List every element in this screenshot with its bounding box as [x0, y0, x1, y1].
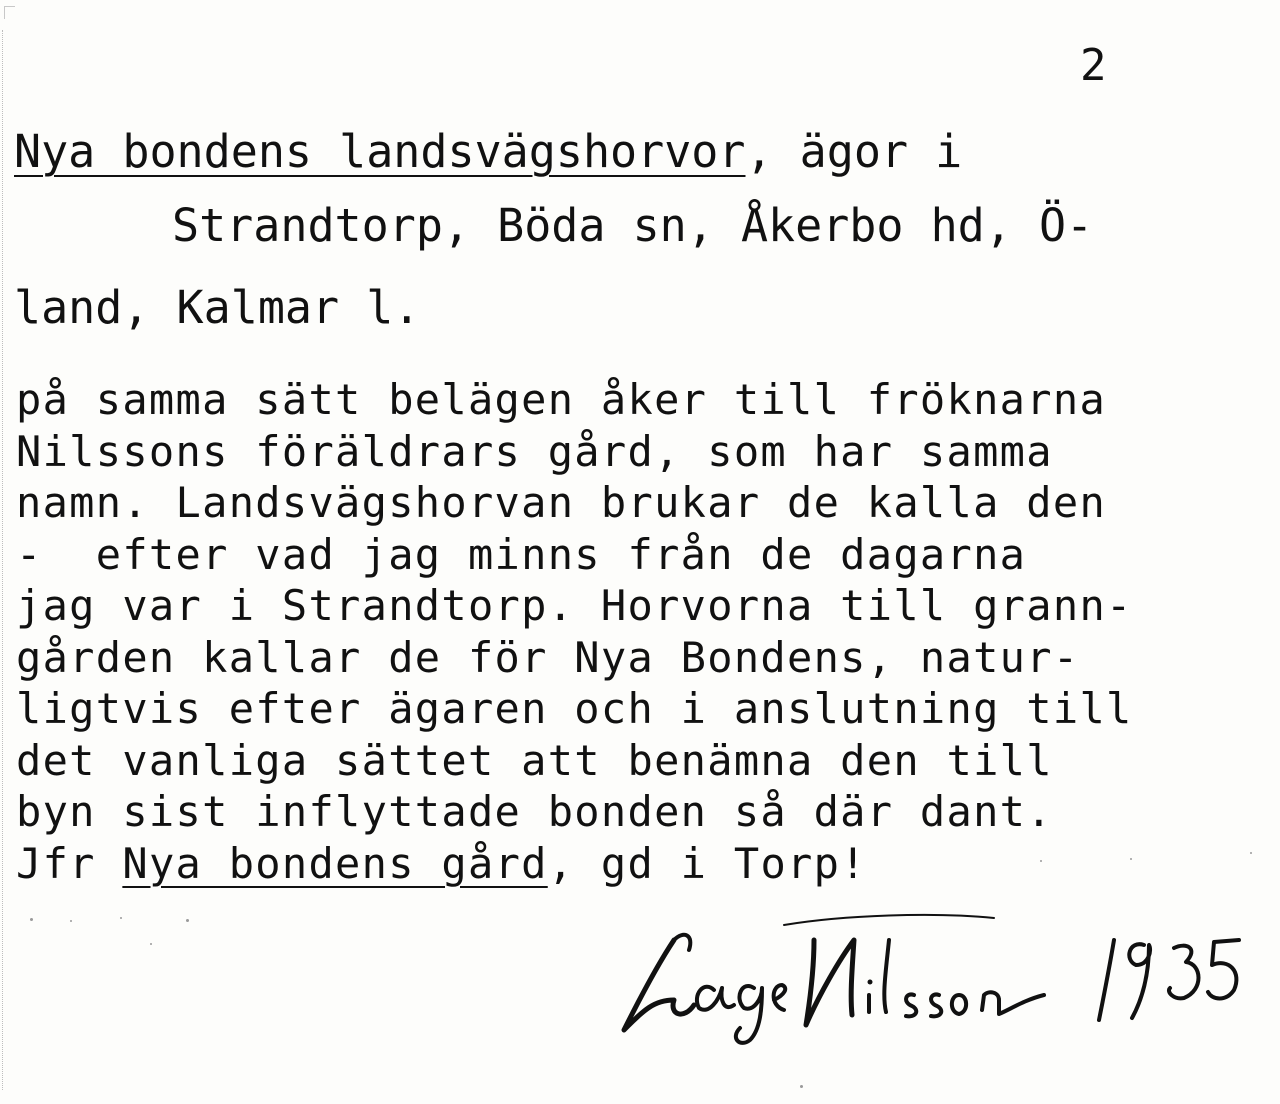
body-line: byn sist inflyttade bonden så där dant. — [16, 787, 1053, 836]
handwritten-signature — [614, 900, 1254, 1060]
corner-mark — [4, 6, 15, 19]
paper-speck — [1130, 858, 1132, 860]
heading-line-1 — [14, 126, 962, 178]
heading-title: Nya bondens landsvägshorvor — [14, 125, 746, 178]
body-line: det vanliga sättet att benämna den till — [16, 735, 1053, 785]
body-line: Nilssons föräldrars gård, som har samma — [16, 426, 1053, 476]
card-edge-rule — [2, 30, 3, 1090]
paper-speck — [30, 918, 33, 921]
reference-suffix: , gd i Torp! — [547, 838, 867, 888]
paper-speck — [70, 920, 72, 922]
paper-speck — [186, 919, 189, 922]
signature-text: Lage Nilsson 1935 — [614, 900, 624, 901]
body-line: jag var i Strandtorp. Horvorna till grann- — [16, 581, 1133, 630]
body-line: - efter vad jag minns från de dagarna — [16, 529, 1027, 579]
heading-title-rest: , ägor i — [745, 125, 963, 178]
reference-prefix: Jfr — [16, 838, 123, 888]
reference-title: Nya bondens gård — [122, 838, 548, 888]
paper-speck — [150, 943, 152, 945]
page-number: 2 — [1080, 40, 1107, 91]
heading-line-3: land, Kalmar l. — [14, 281, 421, 334]
body-line: gården kallar de för Nya Bondens, natur- — [16, 632, 1080, 682]
paper-speck — [120, 917, 122, 919]
paper-speck — [1250, 852, 1252, 854]
body-text — [16, 374, 1133, 889]
heading-line-2: Strandtorp, Böda sn, Åkerbo hd, Ö- — [172, 199, 1094, 252]
body-last-line — [16, 838, 1133, 890]
body-line: namn. Landsvägshorvan brukar de kalla den — [16, 478, 1107, 527]
paper-speck — [1040, 860, 1042, 862]
body-line: på samma sätt belägen åker till fröknarna — [16, 375, 1107, 424]
paper-speck — [800, 1085, 803, 1088]
body-line: ligtvis efter ägaren och i anslutning till — [16, 684, 1133, 733]
